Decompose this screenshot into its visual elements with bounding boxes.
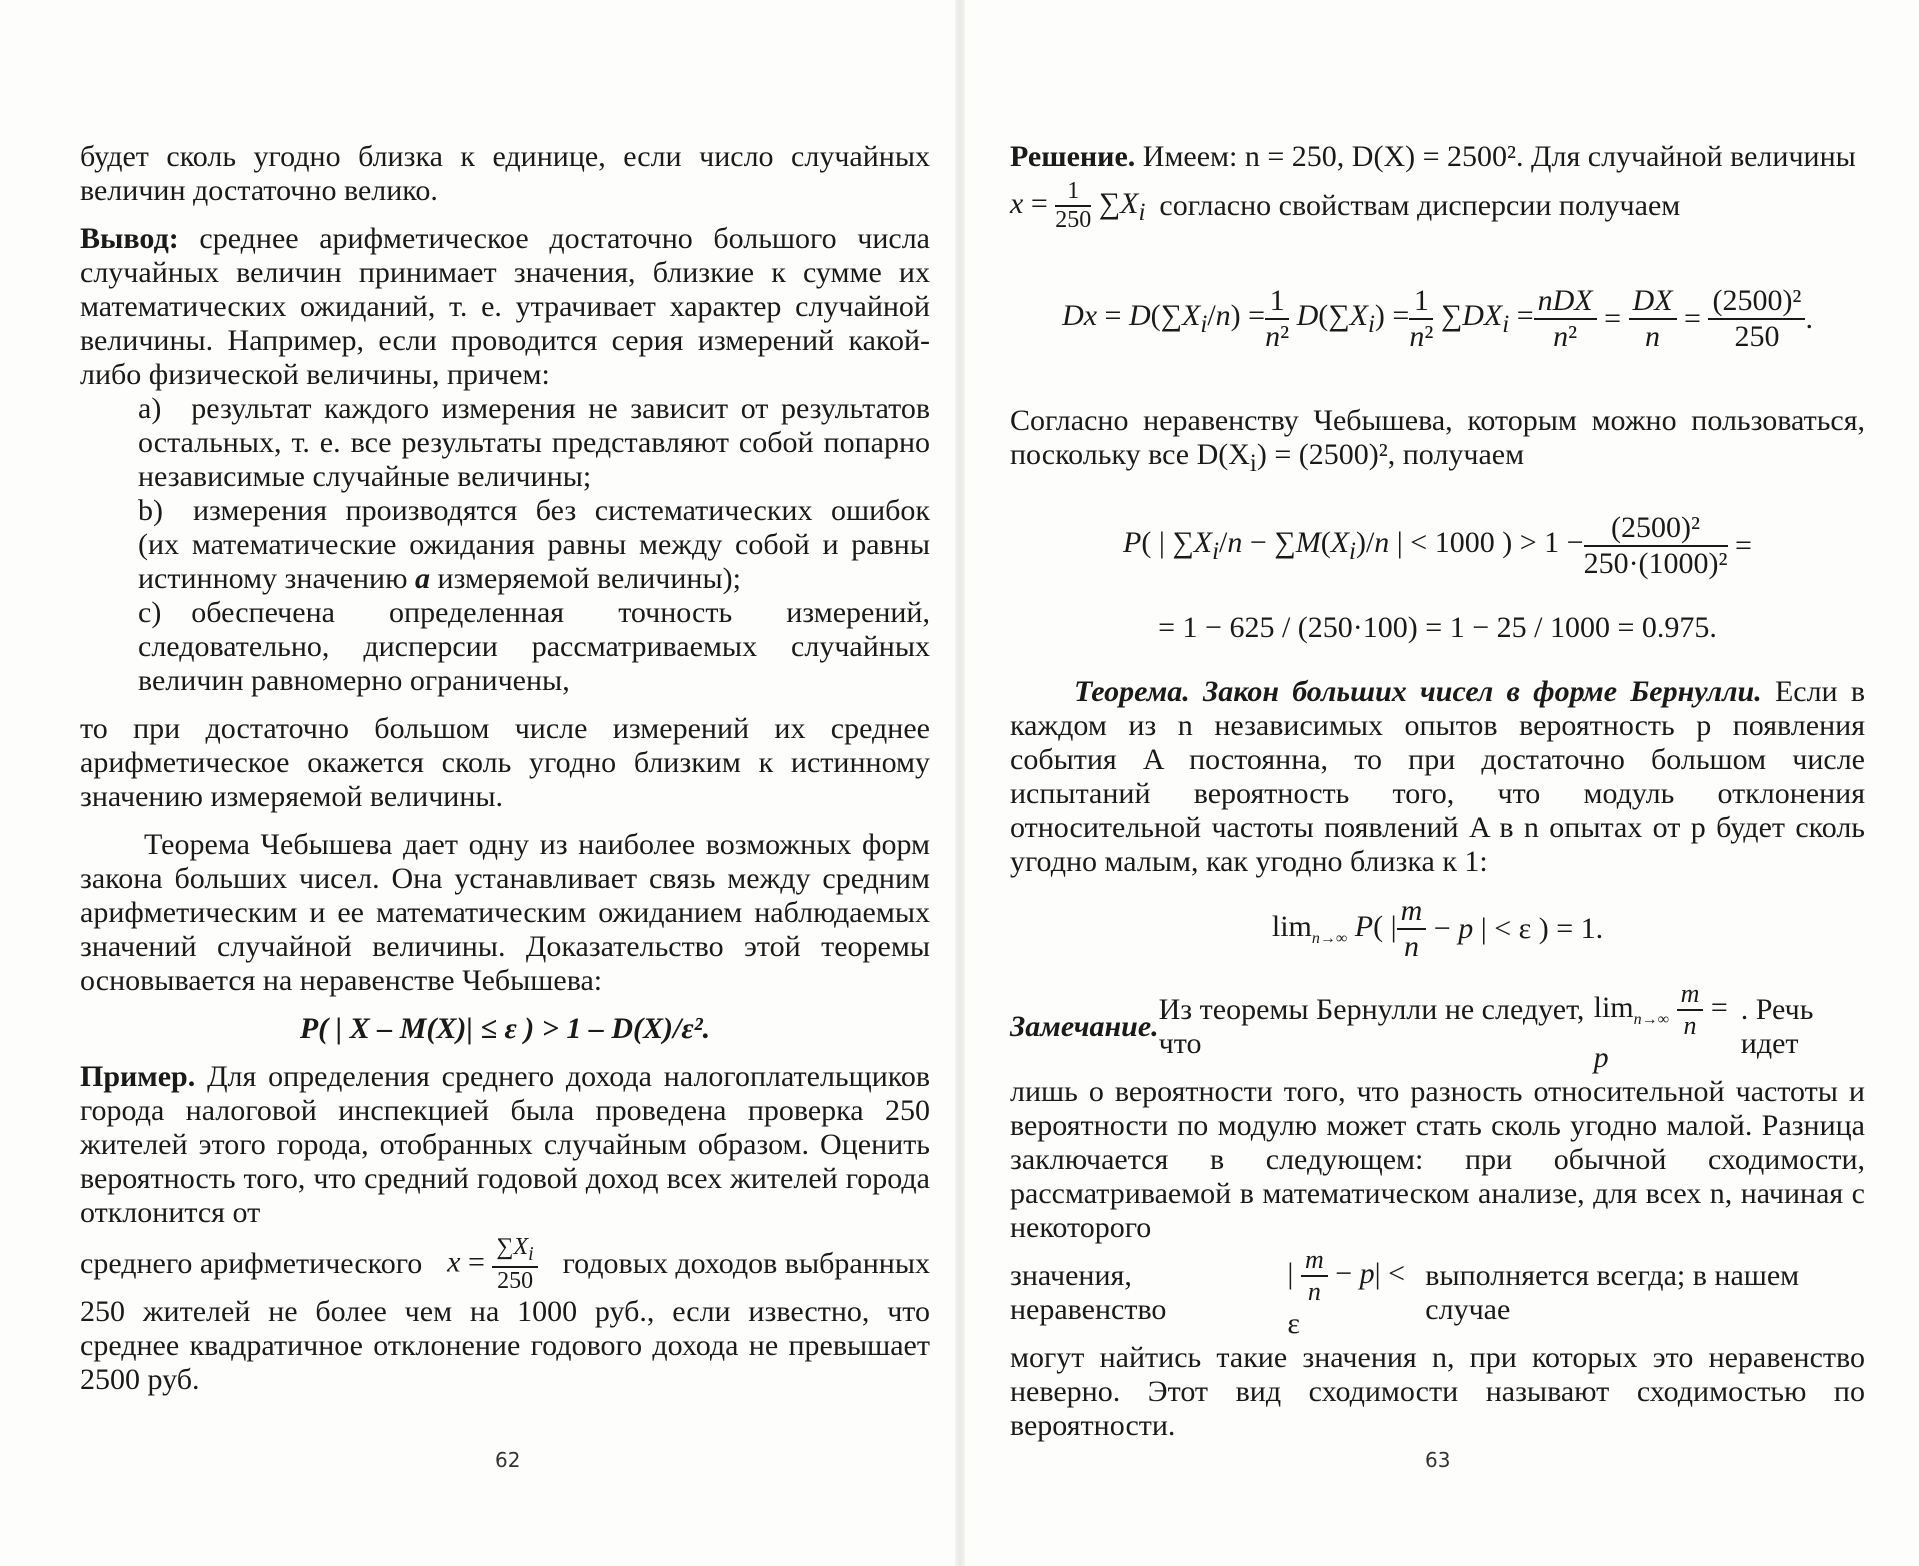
remark-text-6: могут найтись такие значения n, при которых это неравенство неверно. Этот вид сходимости называют сходимостью по вероятности.: [1010, 1341, 1865, 1442]
page-number: 62: [495, 1448, 521, 1472]
list-item-a: a) результат каждого измерения не зависит от результатов остальных, т. е. все результаты представляют собой попарно независимые случайные величины;: [138, 392, 930, 493]
remark-text-4: значения, неравенство: [1010, 1259, 1167, 1326]
paragraph-example-end: 250 жителей не более чем на 1000 руб., если известно, что среднее квадратичное отклонение годового дохода не превышает 2500 руб.: [80, 1294, 930, 1396]
item-b-text-end: измеряемой величины);: [430, 562, 741, 595]
remark-text-3: лишь о вероятности того, что разность относительной частоты и вероятности по модулю может стать сколь угодно малой. Разница заключается в следующем: при обычной сходимости, рассматриваемой в математическом анализе, для всех n, начиная с некоторого: [1010, 1075, 1865, 1244]
remark-inequality: | $\frac{m}{n}$ − p| < ε: [1287, 1245, 1406, 1340]
example-mid-right: годовых доходов выбранных: [562, 1247, 930, 1281]
page-number-right: 63: [1425, 1448, 1451, 1472]
conclusion-text: среднее арифметическое достаточно большого числа случайных величин принимает значения, близкие к сумме их математических ожиданий, т. е. утрачивает характер случайной величины. Например, если проводится серия измерений какой-либо физической величины, причем:: [80, 222, 930, 391]
paragraph-conclusion: [80, 222, 930, 392]
mean-formula-right: x = $\frac{1}{250}$ $\sum X_i$: [1010, 178, 1146, 233]
paragraph-chebyshev-apply: [1010, 404, 1865, 481]
cheb-text-end: ) = (2500)², получаем: [1256, 438, 1525, 471]
chebyshev-inequality-formula: P( | X – M(X)| ≤ ε ) > 1 – D(X)/ε².: [299, 1012, 711, 1045]
bernoulli-title: Теорема. Закон больших чисел в форме Бернулли.: [1074, 675, 1762, 708]
remark-line-1: [1010, 979, 1865, 1075]
list-item-b: [138, 494, 930, 596]
paragraph-example: [80, 1060, 930, 1230]
solution-mean-line: [1010, 178, 1865, 234]
remark-label: Замечание.: [1010, 1010, 1159, 1043]
right-column: [1010, 140, 1865, 1443]
right-page: [960, 0, 1919, 1566]
paragraph-then: то при достаточно большом числе измерений их среднее арифметическое окажется сколь угодно близким к истинному значению измеряемой величины.: [80, 712, 930, 813]
conclusion-label: Вывод:: [80, 222, 179, 255]
left-page: [0, 0, 959, 1566]
bernoulli-limit-formula: $\lim_{n\to\infty} P$( | m n − p | < ε ) = 1.: [1271, 894, 1604, 963]
solution-label: Решение.: [1010, 140, 1136, 173]
probability-formula: P( | $\sum X_i/n - \sum M(X_i)/n$ | < 1000 ) > 1 − $\frac{\text{(2500)²}}{\text{250·(1000)²}}$ =: [1123, 511, 1752, 580]
item-b-variable: a: [415, 562, 431, 595]
left-column: [80, 140, 930, 1397]
cheb-text: Согласно неравенству Чебышева, которым можно пользоваться, поскольку все D(X: [1010, 404, 1865, 471]
probability-result: = 1 − 625 / (250·100) = 1 − 25 / 1000 = 0.975.: [1158, 611, 1717, 644]
bernoulli-text: Если в каждом из n независимых опытов вероятность p появления события A постоянна, то при достаточно большом числе испытаний вероятность того, что модуль отклонения относительной частоты появлений A в n опытах от p будет сколь угодно малым, как угодно близка к 1:: [1010, 675, 1865, 878]
remark-text-1: Из теоремы Бернулли не следует, что: [1158, 993, 1585, 1060]
variance-formula: $Dx = D(\sum X_i/n)$ = $\frac{1}{\text{n²}}$ $D(\sum X_i)$ = $\frac{1}{\text{n²}}$ $\sum DX_i$ = nDX n² = $\frac{DX}{n}$ = $\frac{\text{(2500)²}}{250}$ .: [1062, 284, 1813, 353]
remark-text-2: . Речь идет: [1740, 993, 1814, 1060]
example-mid-left: среднего арифметического: [80, 1247, 423, 1281]
list-item-c: c) обеспечена определенная точность измерений, следовательно, дисперсии рассматриваемых случайных величин равномерно ограничены,: [138, 596, 930, 697]
remark-line-4: [1010, 1245, 1865, 1341]
paragraph-solution: [1010, 140, 1865, 174]
item-b-text: b) измерения производятся без систематических ошибок (их математические ожидания равны между собой и равны истинному значению: [138, 494, 930, 595]
solution-text: Имеем: n = 250, D(X) = 2500². Для случайной величины: [1135, 140, 1856, 173]
example-text: Для определения среднего дохода налогоплательщиков города налоговой инспекцией была проведена проверка 250 жителей этого города, отобранных случайным образом. Оценить вероятность того, что средний годовой доход всех жителей города отклонится от: [80, 1060, 930, 1229]
remark-limit-formula: $\lim_{n\to\infty}$ $\frac{m}{n}$ = p: [1593, 979, 1728, 1074]
example-formula-line: [80, 1234, 930, 1295]
paragraph-chebyshev-theorem: Теорема Чебышева дает одну из наиболее возможных форм закона больших чисел. Она устанавливает связь между средним арифметическим и ее математическим ожиданием наблюдаемых значений случайной величины. Доказательство этой теоремы основывается на неравенстве Чебышева:: [80, 828, 930, 997]
cheb-sub: i: [1249, 450, 1257, 477]
paragraph-intro: будет сколь угодно близка к единице, если число случайных величин достаточно велико.: [80, 140, 930, 207]
paragraph-bernoulli: [1010, 675, 1865, 879]
remark-text-5: выполняется всегда; в нашем случае: [1425, 1259, 1800, 1326]
mean-formula: x = $\frac{\sum X_i}{250}$: [447, 1234, 538, 1295]
example-label: Пример.: [80, 1060, 196, 1093]
solution-text-2: согласно свойствам дисперсии получаем: [1159, 189, 1681, 222]
